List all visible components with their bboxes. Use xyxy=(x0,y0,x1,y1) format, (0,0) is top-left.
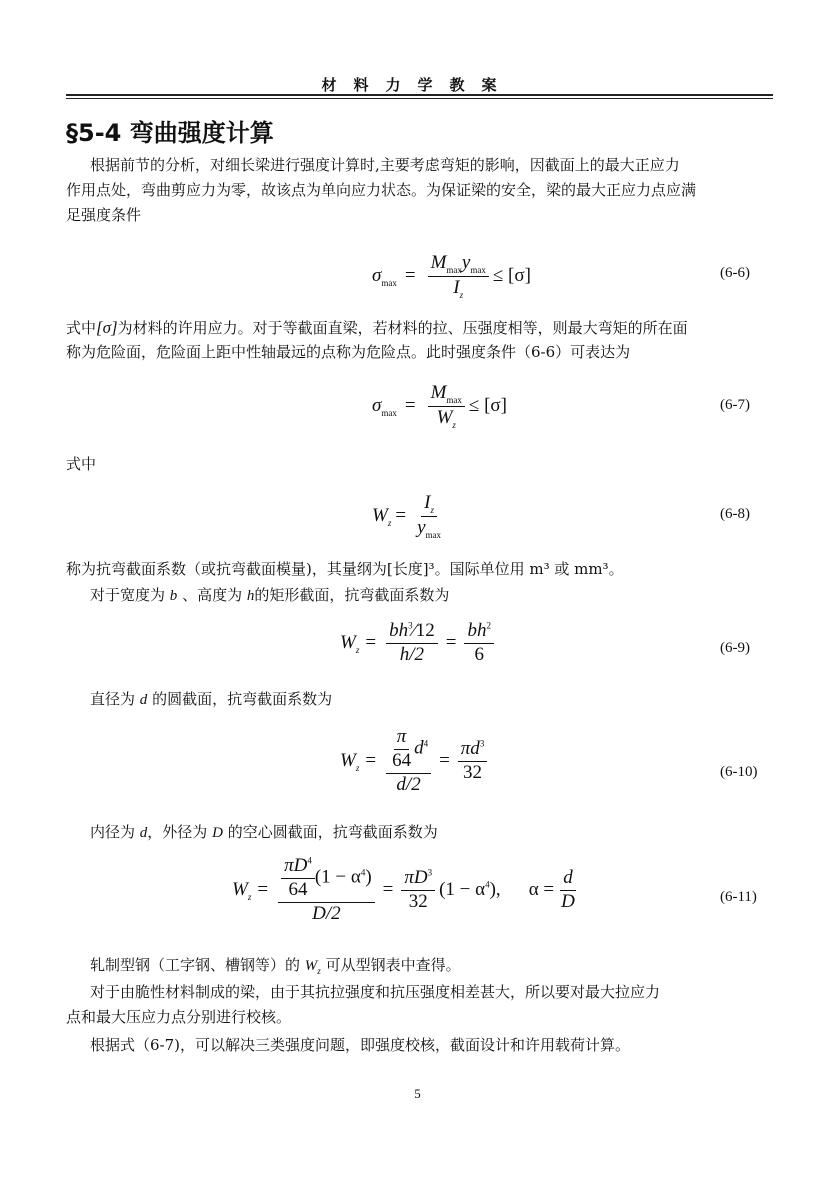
equation-6-11: $W_z$ = $\frac{\pi D^4}{64}$ $(1 - \alpha^4)$ D/2 = $\frac{\pi D^3}{32}$ $(1 - \alpha^4)$, α = $\frac{d}{D}$ xyxy=(232,855,582,925)
eq611-alpha-fraction: $\frac{d}{D}$ xyxy=(561,866,575,912)
p9-line2: 点和最大压应力点分别进行校核。 xyxy=(66,1008,292,1026)
p4: 称为抗弯截面系数（或抗弯截面模量)，其量纲为[长度]³。国际单位用 m³ 或 mm³。 xyxy=(66,560,624,578)
eq610-number: (6-10) xyxy=(720,764,758,780)
eq67-fraction: $\frac{M_{max}}{W_z}$ xyxy=(428,382,465,430)
p7: 内径为 d，外径为 D 的空心圆截面，抗弯截面系数为 xyxy=(90,823,438,841)
equation-6-9: $W_z$ = $\frac{bh^3⁄12}{h/2}$ = $\frac{bh^2}{6}$ xyxy=(340,620,498,667)
eq66-fraction: $\frac{M_{max}y_{max}}{I_z}$ xyxy=(428,252,489,300)
eq611-number: (6-11) xyxy=(720,889,757,905)
page-number: 5 xyxy=(414,1086,421,1101)
eq69-number: (6-9) xyxy=(720,640,750,656)
eq610-fraction-right: $\frac{\pi d^3}{32}$ xyxy=(458,738,488,785)
eq67-number: (6-7) xyxy=(720,397,750,413)
equation-6-8: $W_z$ = $\frac{I_z}{y_{max}}$ xyxy=(372,492,448,540)
p5: 对于宽度为 b 、高度为 h的矩形截面，抗弯截面系数为 xyxy=(90,586,450,604)
eq610-fraction-left: $\frac{\pi}{64}$ $d^4$ d/2 xyxy=(386,726,431,796)
eq69-fraction-right: $\frac{bh^2}{6}$ xyxy=(464,620,494,667)
eq66-lhs: $\sigma_{max}$ xyxy=(372,264,397,288)
header-rule-thick xyxy=(66,94,773,96)
p3: 式中 xyxy=(66,455,97,473)
eq66-number: (6-6) xyxy=(720,265,750,281)
p10: 根据式（6-7)，可以解决三类强度问题，即强度校核，截面设计和许用载荷计算。 xyxy=(90,1036,631,1054)
p9-line1: 对于由脆性材料制成的梁，由于其抗拉强度和抗压强度相差甚大，所以要对最大拉应力 xyxy=(90,983,661,1001)
p6: 直径为 d 的圆截面，抗弯截面系数为 xyxy=(90,690,333,708)
p1-line1: 根据前节的分析，对细长梁进行强度计算时,主要考虑弯矩的影响，因截面上的最大正应力 xyxy=(90,156,680,174)
p1-line3: 足强度条件 xyxy=(66,206,142,224)
eq611-fraction-left: $\frac{\pi D^4}{64}$ $(1 - \alpha^4)$ D/2 xyxy=(278,855,375,925)
equation-6-6: $\sigma_{max}$ = $\frac{M_{max}y_{max}}{I_z}$ ≤ [σ] xyxy=(372,252,531,300)
eq69-fraction-left: $\frac{bh^3⁄12}{h/2}$ xyxy=(386,620,438,667)
p2-line1: 式中[σ]为材料的许用应力。对于等截面直梁，若材料的拉、压强度相等，则最大弯矩的所在面 xyxy=(66,318,688,337)
p1-line2: 作用点处，弯曲剪应力为零，故该点为单向应力状态。为保证梁的安全，梁的最大正应力点应满 xyxy=(66,181,697,199)
eq611-fraction-mid: $\frac{\pi D^3}{32}$ xyxy=(401,867,435,914)
header-rule-thin xyxy=(66,98,773,99)
page-header: 材料力学教案 xyxy=(321,76,514,94)
eq68-number: (6-8) xyxy=(720,506,750,522)
eq68-fraction: $\frac{I_z}{y_{max}}$ xyxy=(417,492,441,540)
equation-6-10: $W_z$ = $\frac{\pi}{64}$ $d^4$ d/2 = $\frac{\pi d^3}{32}$ xyxy=(340,726,491,796)
equation-6-7: $\sigma_{max}$ = $\frac{M_{max}}{W_z}$ ≤ [σ] xyxy=(372,382,507,430)
p2-line2: 称为危险面，危险面上距中性轴最远的点称为危险点。此时强度条件（6-6）可表达为 xyxy=(66,343,631,361)
section-title: §5-4 弯曲强度计算 xyxy=(66,119,274,147)
p8: 轧制型钢（工字钢、槽钢等）的 $W_z$ 可从型钢表中查得。 xyxy=(90,956,461,976)
